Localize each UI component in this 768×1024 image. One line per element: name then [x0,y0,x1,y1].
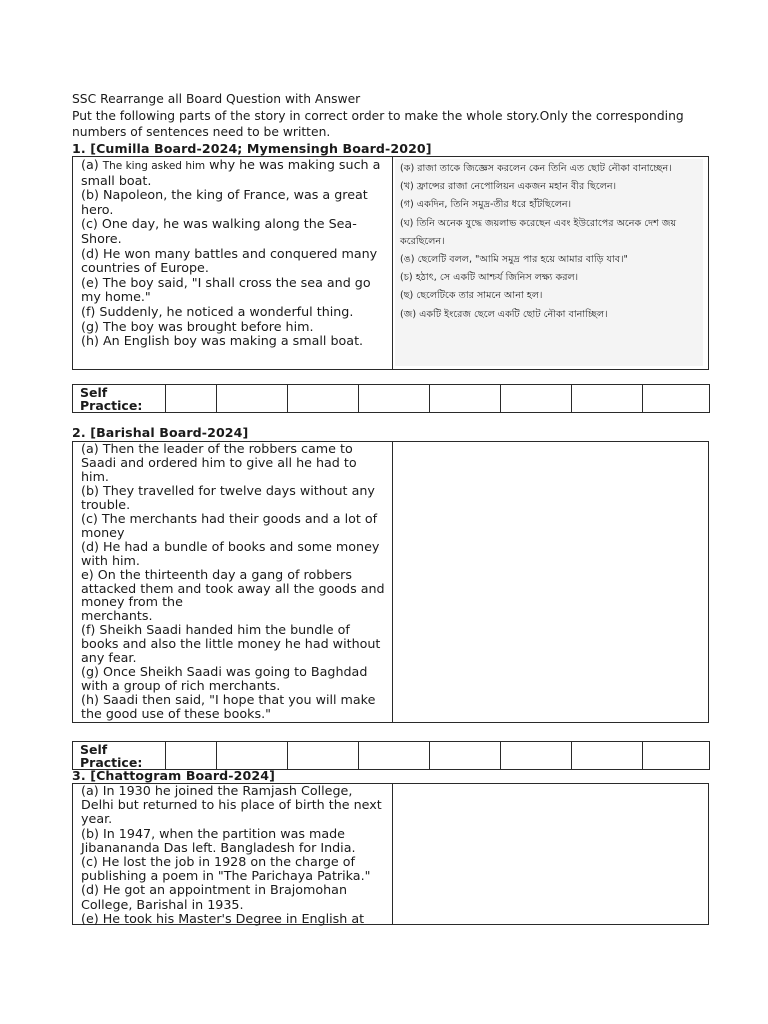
question-1-title: 1. [Cumilla Board-2024; Mymensingh Board-2020] [72,141,432,156]
sentence-f: (f) Suddenly, he noticed a wonderful thing. [81,303,354,319]
self-practice-row-2 [72,741,710,770]
self-practice-label: Self Practice: [80,742,143,770]
column-divider [392,442,393,722]
sentence-a: (a) Then the leader of the robbers came to Saadi and ordered him to give all he had to him. [81,441,357,484]
answer-cell[interactable] [165,742,216,769]
sentence-g: (g) Once Sheikh Saadi was going to Baghdad with a group of rich merchants. [81,664,368,694]
answer-cell[interactable] [429,385,500,412]
question-3-title: 3. [Chattogram Board-2024] [72,768,275,783]
sentence-d: (d) He got an appointment in Brajomohan College, Barishal in 1935. [81,882,347,912]
bangla-line-1: (ক) রাজা তাকে জিজ্ঞেস করলেন কেন তিনি এত ছোট নৌকা বানাচ্ছেন। [400,163,672,174]
bangla-line-5: (ঙ) ছেলেটি বলল, "আমি সমুদ্র পার হয়ে আমার বাড়ি যাব।" [400,254,628,266]
sentence-f: (f) Sheikh Saadi handed him the bundle of books and also the little money he had without any fear. [81,622,381,666]
answer-cell[interactable] [500,385,571,412]
answer-cell[interactable] [165,385,216,412]
answer-cell[interactable] [287,742,358,769]
self-practice-row-1 [72,384,710,413]
sentence-c: (c) He lost the job in 1928 on the charge of publishing a poem in "The Parichaya Patrika." [81,854,371,884]
sentence-h: (h) An English boy was making a small boat. [81,333,364,349]
question-1-sentences [81,158,385,349]
sentence-h: (h) Saadi then said, "I hope that you will make the good use of these books." [81,692,376,722]
sentence-b: (b) Napoleon, the king of France, was a great hero. [81,187,368,217]
question-2-box [72,441,709,723]
sentence-e: (e) The boy said, "I shall cross the sea and go my home." [81,274,371,305]
answer-cell[interactable] [216,385,287,412]
answer-cell[interactable] [500,742,571,769]
answer-cell[interactable] [287,385,358,412]
bangla-line-6: (চ) হঠাৎ, সে একটি আশ্চর্য জিনিস লক্ষ্য করল। [400,272,579,284]
answer-cell[interactable] [571,385,642,412]
answer-cell[interactable] [216,742,287,769]
question-2-sentences [81,442,385,721]
question-3-sentences [81,784,385,926]
bangla-line-4: (ঘ) তিনি অনেক যুদ্ধে জয়লাভ করেছেন এবং ইউরোপের অনেক দেশ জয় করেছিলেন। [400,217,677,247]
answer-cell[interactable] [429,742,500,769]
sentence-e: e) On the thirteenth day a gang of robbers attacked them and took away all the goods and money from the [81,566,385,610]
sentence-a: (a) In 1930 he joined the Ramjash College, Delhi but returned to his place of birth the next year. [81,783,382,827]
question-1-box [72,156,709,370]
answer-cell[interactable] [358,742,429,769]
column-divider [392,157,393,369]
bangla-translation-panel [395,159,703,366]
question-2-title: 2. [Barishal Board-2024] [72,425,249,440]
answer-cell[interactable] [642,742,709,769]
bangla-line-8: (জ) একটি ইংরেজ ছেলে একটি ছোট নৌকা বানাচ্ছিল। [400,308,608,320]
bangla-line-7: (ছ) ছেলেটিকে তার সামনে আনা হল। [400,290,543,302]
sentence-b: (b) In 1947, when the partition was made Jibanananda Das left. Bangladesh for India. [81,825,356,855]
sentence-g: (g) The boy was brought before him. [81,318,314,334]
sentence-c: (c) One day, he was walking along the Sea-Shore. [81,216,357,246]
sentence-c: (c) The merchants had their goods and a lot of money [81,510,378,540]
sentence-e: (e) He took his Master's Degree in English at [81,910,365,926]
question-3-box [72,783,709,925]
answer-cell[interactable] [571,742,642,769]
answer-cell[interactable] [642,385,709,412]
sentence-d: (d) He won many battles and conquered many countries of Europe. [81,245,378,276]
bangla-line-3: (গ) একদিন, তিনি সমুদ্র-তীর ধরে হাঁটছিলেন। [400,199,572,211]
header-instruction: Put the following parts of the story in correct order to make the whole story.Only the corresponding numbers of sentences need to be written. [72,109,684,139]
answer-cell[interactable] [358,385,429,412]
bangla-line-2: (খ) ফ্রান্সের রাজা নেপোলিয়ন একজন মহান বীর ছিলেন। [400,181,616,193]
column-divider [392,784,393,924]
sentence-b: (b) They travelled for twelve days without any trouble. [81,482,375,512]
sentence-a: (a) The king asked him why he was making such a small boat. [81,157,381,188]
sentence-d: (d) He had a bundle of books and some money with him. [81,538,380,568]
header-title: SSC Rearrange all Board Question with Answer [72,92,361,106]
self-practice-label: Self Practice: [80,385,143,413]
sentence-e-cont: merchants. [81,608,153,624]
